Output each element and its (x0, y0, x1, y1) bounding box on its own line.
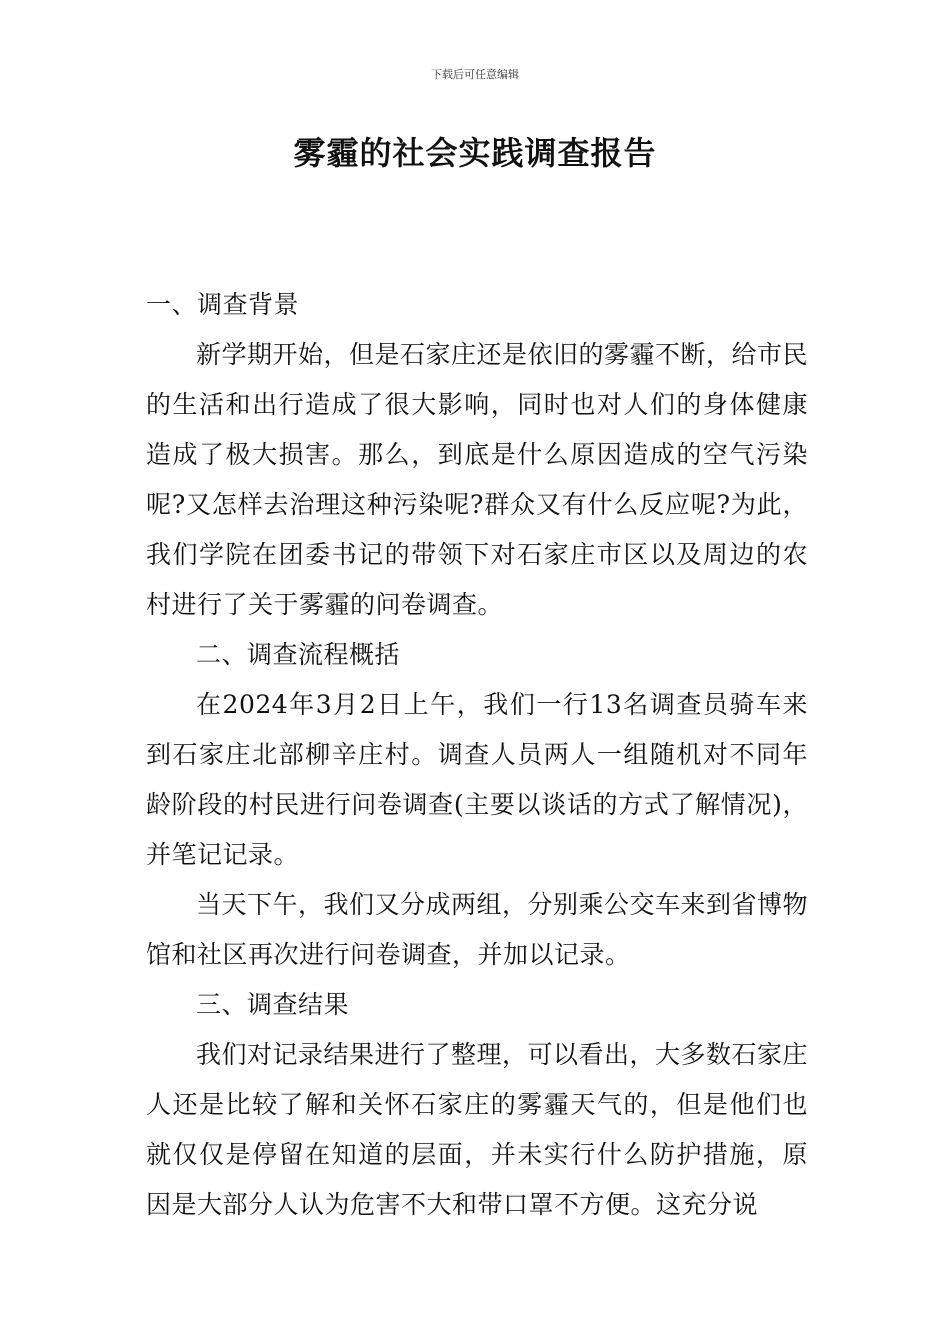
section-heading-background: 一、调查背景 (146, 290, 300, 319)
paragraph-background: 新学期开始，但是石家庄还是依旧的雾霾不断，给市民的生活和出行造成了很大影响，同时也对人们的身体健康造成了极大损害。那么，到底是什么原因造成的空气污染呢?又怎样去治理这种污染呢?群众又有什么反应呢?为此，我们学院在团委书记的带领下对石家庄市区以及周边的农村进行了关于雾霾的问卷调查。 (146, 340, 809, 619)
paragraph-results: 我们对记录结果进行了整理，可以看出，大多数石家庄人还是比较了解和关怀石家庄的雾霾天气的，但是他们也就仅仅是停留在知道的层面，并未实行什么防护措施，原因是大部分人认为危害不大和带口罩不方便。这充分说 (146, 1040, 809, 1219)
section-heading-process: 二、调查流程概括 (196, 640, 401, 669)
section-heading-results: 三、调查结果 (196, 990, 350, 1019)
document-body (146, 280, 808, 1230)
header-note: 下载后可任意编辑 (431, 68, 519, 81)
paragraph-process-morning: 在2024年3月2日上午，我们一行13名调查员骑车来到石家庄北部柳辛庄村。调查人员两人一组随机对不同年龄阶段的村民进行问卷调查(主要以谈话的方式了解情况)，并笔记记录。 (146, 690, 808, 869)
paragraph-process-afternoon: 当天下午，我们又分成两组，分别乘公交车来到省博物馆和社区再次进行问卷调查，并加以记录。 (146, 890, 809, 969)
page-title: 雾霾的社会实践调查报告 (293, 134, 657, 172)
